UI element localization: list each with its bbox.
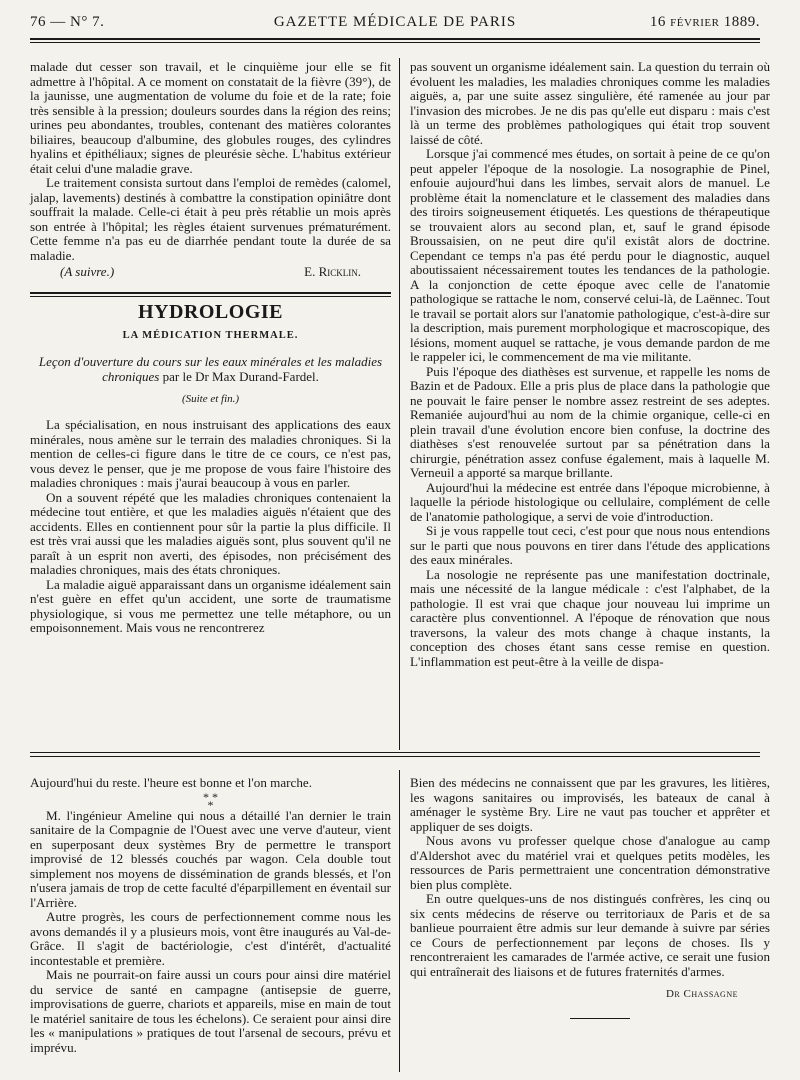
to-be-continued: (A suivre.) — [60, 264, 115, 279]
paragraph: La spécialisation, en nous instruisant des applications des eaux minérales, nous amène sur le terrain des maladies chroniques. Si la mention de celles-ci figure dans le titre de ce cours, ce n'est pas, vous devez le penser, que je me propose de vous faire l'histoire des maladies chroniques : mais j'aurai beaucoup à vous en parler. — [30, 417, 391, 490]
paragraph: Autre progrès, les cours de perfectionnement comme nous les avons demandés il y a plusieurs mois, vont être inaugurés au Val-de-Grâce. Il s'agit de bactériologie, c'est d'intérêt, d'actualité incontestable et première. — [30, 909, 391, 968]
header-rule-thin — [30, 42, 760, 43]
page-number: 76 — N° 7. — [30, 14, 105, 30]
paragraph: Si je vous rappelle tout ceci, c'est pour que nous nous entendions sur le parti que nous pouvons en tirer dans l'étude des applications des eaux minérales. — [410, 523, 770, 567]
paragraph: M. l'ingénieur Ameline qui nous a détaillé l'an dernier le train sanitaire de la Compagnie de l'Ouest avec une verve d'auteur, vient en superposant deux systèmes Bry de permettre le transport improvisé de 12 blessés couchés par wagon. Cela double tout simplement nos moyens de dissémination de grands blessés, et l'on n'usera jamais de trop de cette faculté d'éparpillement en éventail sur l'Arrière. — [30, 807, 391, 910]
journal-title: GAZETTE MÉDICALE DE PARIS — [273, 14, 517, 30]
bottom-left-column — [30, 776, 391, 1055]
paragraph: Bien des médecins ne connaissent que par les gravures, les litières, les wagons sanitaires ou improvisés, les bateaux de canal à aménager le système Bry. Lire ne vaut pas toucher et apprêter et appliquer de ses doigts. — [410, 775, 770, 834]
article-signature: Dr Chassagne — [665, 988, 738, 1000]
bottom-right-column — [410, 776, 770, 1019]
top-left-column — [30, 60, 391, 636]
date-day: 16 — [649, 14, 666, 30]
page-header — [30, 14, 760, 38]
lecture-title — [30, 354, 391, 384]
header-rule-thick — [30, 38, 760, 40]
lecture-title-text: Leçon d'ouverture du cours sur les eaux minérales et les maladies chroniques — [38, 353, 383, 384]
paragraph: La maladie aiguë apparaissant dans un organisme idéalement sain n'est guère en effet qu'un accident, une sorte de traumatisme physiologique, si vous me permettez une telle métaphore, ou un empoisonnement. Mais vous ne rencontrerez — [30, 576, 391, 635]
section-rule-thin — [30, 296, 391, 297]
paragraph: Puis l'époque des diathèses est survenue, et rappelle les noms de Bazin et de Padoux. Elle a pris plus de place dans la pathologie que ne pouvait le faire penser le nombre assez restreint de ses adeptes. Remaniée aujourd'hui au nom de la chimie organique, celle-ci en plein travail d'une évolution encore bien confuse, la doctrine des diathèses s'est renouvelée surtout par sa pénétration dans la chirurgie, pénétration assez confuse également, mais à laquelle M. Verneuil a apporté sa marque brillante. — [410, 363, 770, 480]
article-end — [30, 263, 391, 280]
date-year: 1889. — [723, 14, 760, 30]
date-month: FÉVRIER — [670, 17, 720, 29]
paragraph: Lorsque j'ai commencé mes études, on sortait à peine de ce qu'on peut appeler l'époque de la nosologie. La nosographie de Pinel, enfouie aujourd'hui dans les limbes, servait alors de manuel. Le problème était la nomenclature et le classement des maladies dans des tiroirs soigneusement étiquetés. Les questions de thérapeutique se trouvaient alors au second plan, et, sauf le grand épisode Broussaisien, on ne peut dire qu'il existât alors de doctrine. Cependant ce temps n'a pas été perdu pour le diagnostic, auquel aboutissaient nécessairement toutes les tendances de la pathologie. A la conjonction de cette époque avec celle de l'anatomie pathologique se rattache le nom, conservé celui-là, de Laënnec. Tout le travail se portait alors sur l'anatomie pathologique, c'est-à-dire sur la description, mais purement morphologique et macroscopique, des lésions, moment auquel se rattache, je vous demande pardon de me le rappeler ici, le commencement de ma vie militante. — [410, 146, 770, 364]
paragraph: malade dut cesser son travail, et le cinquième jour elle se fit admettre à l'hôpital. A ce moment on constatait de la fièvre (39°), de la jaunisse, une augmentation de volume du foie et de la rate; foie très sensible à la pression; douleurs sourdes dans la région des reins; urines peu abondantes, troubles, contenant des matières colorantes biliaires, beaucoup d'albumine, des globules rouges, des cylindres hyalins et épithéliaux; signes de pleurésie sèche. L'habitus extérieur était celui d'une maladie grave. — [30, 59, 391, 176]
paragraph: On a souvent répété que les maladies chroniques contenaient la médecine tout entière, et que les maladies aiguës n'étaient que des accidents. Elles en contiennent pour sûr la partie la plus difficile. Il est très vrai aussi que les maladies aiguës sont, plus souvent qu'il ne paraît à un esprit non averti, des épisodes, non précisément des maladies chroniques, mais des états chroniques. — [30, 489, 391, 577]
paragraph: Le traitement consista surtout dans l'emploi de remèdes (calomel, jalap, lavements) destinés à combattre la constipation opiniâtre dont souffrait la malade. Celle-ci était à peu près rétablie un mois après son entrée à l'hôpital; les règles étaient survenues prématurément. Cette femme n'a pas eu de diarrhée pendant toute la durée de sa maladie. — [30, 175, 391, 263]
paragraph: pas souvent un organisme idéalement sain. La question du terrain où évoluent les maladies, les maladies chroniques comme les maladies aiguës, a, par une suite assez singulière, été ramenée au jour par l'invasion des microbes. Je ne dis pas qu'elle eut disparu : mais c'est là un terme des problèmes pathologiques qui était trop souvent laissé de côté. — [410, 59, 770, 147]
lecture-author: par le Dr Max Durand-Fardel. — [162, 368, 319, 384]
end-rule — [570, 1018, 630, 1019]
column-divider-bottom — [399, 770, 400, 1072]
column-divider-top — [399, 58, 400, 750]
asterism: * * * — [203, 789, 218, 812]
paragraph: Aujourd'hui du reste. l'heure est bonne et l'on marche. — [30, 775, 312, 790]
paragraph: Aujourd'hui la médecine est entrée dans l'époque microbienne, à laquelle la période histologique ou cellulaire, complément de celle de l'anatomie pathologique, a servi de voie d'introduction. — [410, 479, 770, 524]
paragraph: Nous avons vu professer quelque chose d'analogue au camp d'Aldershot avec du matériel vrai et quelques petits modèles, les ressources de Paris permettraient une concentration démonstrative bien plus complète. — [410, 833, 770, 892]
article-author: E. Ricklin. — [304, 264, 361, 279]
paragraph: En outre quelques-uns de nos distingués confrères, les cinq ou six cents médecins de réserve ou territoriaux de Paris et de sa banlieue pourraient être admis sur leur demande à suivre par séries ce Cours de perfectionnement par leçons de choses. Ils y rencontreraient les camarades de l'armée active, ce serait une fusion qui entraînerait des liaisons et de futures fraternités d'armes. — [410, 891, 770, 979]
paragraph: Mais ne pourrait-on faire aussi un cours pour ainsi dire matériel du service de santé en campagne (antisepsie de guerre, improvisations de guerre, chariots et appareils, mise en main de tout le matériel sanitaire de tous les échelons). Ce seraient pour ainsi dire les « manipulations » pratiques de tout l'arsenal de secours, prévu et imprévu. — [30, 967, 391, 1055]
continuation-note: (Suite et fin.) — [181, 392, 240, 405]
feuilleton-rule-top — [30, 752, 760, 753]
top-right-column — [410, 60, 770, 669]
section-title: HYDROLOGIE — [137, 300, 284, 323]
feuilleton-rule-bottom — [30, 756, 760, 757]
article-subheading: LA MÉDICATION THERMALE. — [122, 330, 299, 341]
issue-date — [650, 14, 760, 31]
paragraph: La nosologie ne représente pas une manifestation doctrinale, mais une nécessité de la langue médicale : c'est l'alphabet, de la pathologie. Il est vrai que chaque jour nouveau lui imprime un caractère plus conventionnel. A l'époque de rénovation que nous traversons, la valeur des mots change à chaque instants, la conception des choses étant sans cesse remise en question. L'inflammation est peut-être à la veille de dispa- — [410, 566, 770, 669]
